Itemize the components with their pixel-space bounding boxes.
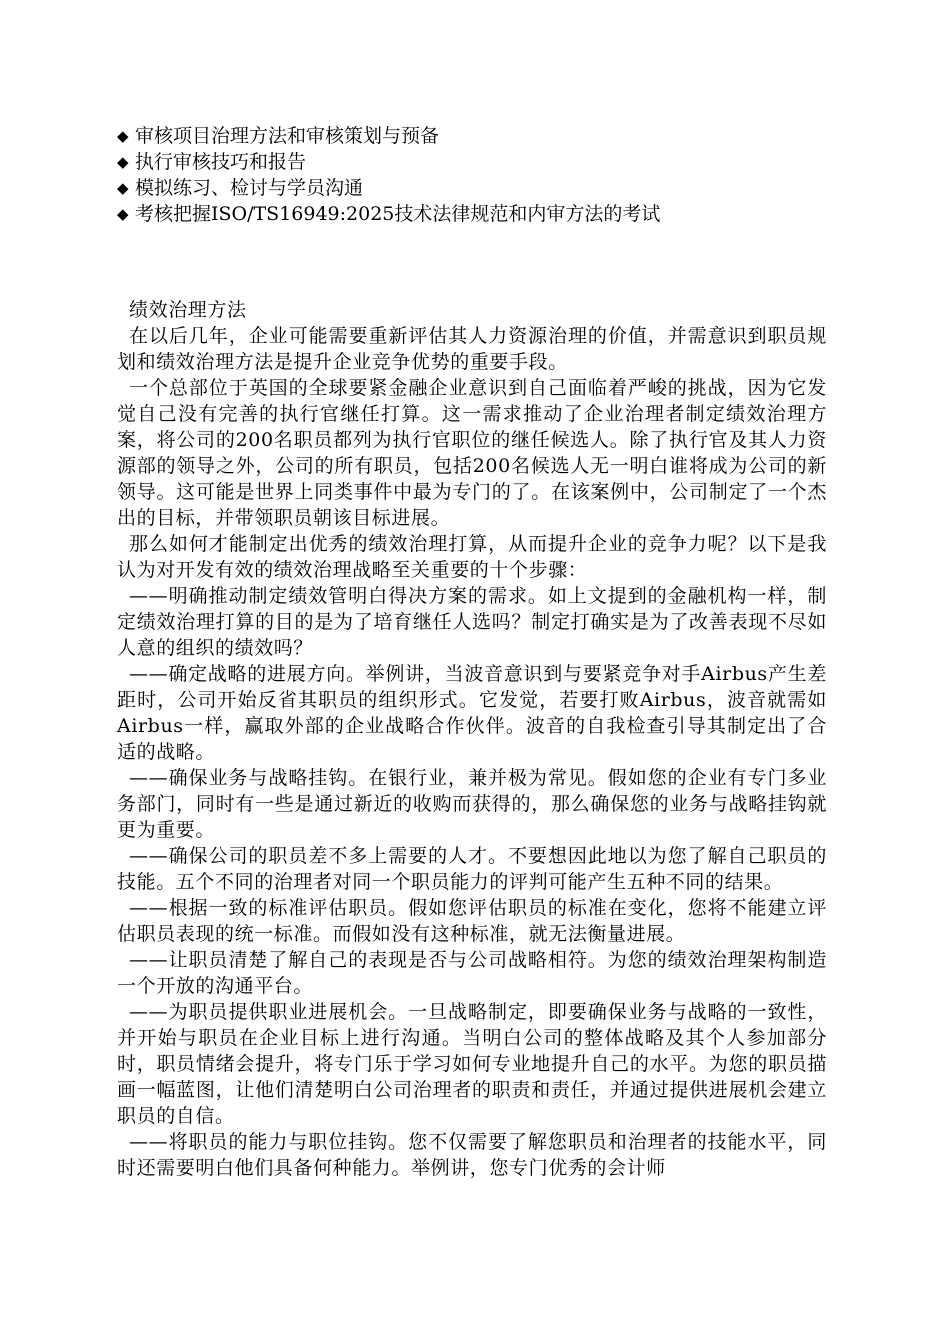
- diamond-bullet-icon: ◆: [117, 153, 129, 171]
- bullet-item: [117, 175, 837, 201]
- bullet-text: 审核项目治理方法和审核策划与预备: [135, 125, 440, 147]
- paragraph: ——确定战略的进展方向。举例讲，当波音意识到与要紧竞争对手Airbus产生差距时，公司开始反省其职员的组织形式。它发觉，若要打败Airbus，波音就需如Airbus一样，赢取外部的企业战略合作伙伴。波音的自我检查引导其制定出了合适的战略。: [117, 663, 827, 763]
- section-title: 绩效治理方法: [129, 299, 247, 321]
- diamond-bullet-icon: ◆: [117, 127, 129, 145]
- paragraph: 那么如何才能制定出优秀的绩效治理打算，从而提升企业的竞争力呢？以下是我认为对开发有效的绩效治理战略至关重要的十个步骤：: [117, 533, 827, 581]
- paragraph: ——为职员提供职业进展机会。一旦战略制定，即要确保业务与战略的一致性，并开始与职员在企业目标上进行沟通。当明白公司的整体战略及其个人参加部分时，职员情绪会提升，将专门乐于学习如何专业地提升自己的水平。为您的职员描画一幅蓝图，让他们清楚明白公司治理者的职责和责任，并通过提供进展机会建立职员的自信。: [117, 1001, 827, 1127]
- bullet-item: [117, 201, 837, 227]
- article-body: [117, 297, 827, 1181]
- paragraph: ——明确推动制定绩效管明白得决方案的需求。如上文提到的金融机构一样，制定绩效治理打算的目的是为了培育继任人选吗？制定打确实是为了改善表现不尽如人意的组织的绩效吗？: [117, 585, 827, 659]
- paragraph: ——将职员的能力与职位挂钩。您不仅需要了解您职员和治理者的技能水平，同时还需要明白他们具备何种能力。举例讲，您专门优秀的会计师: [117, 1131, 827, 1179]
- diamond-bullet-icon: ◆: [117, 205, 129, 223]
- paragraph: ——确保业务与战略挂钩。在银行业，兼并极为常见。假如您的企业有专门多业务部门，同时有一些是通过新近的收购而获得的，那么确保您的业务与战略挂钩就更为重要。: [117, 767, 827, 841]
- bullet-item: [117, 123, 837, 149]
- paragraph: 在以后几年，企业可能需要重新评估其人力资源治理的价值，并需意识到职员规划和绩效治理方法是提升企业竞争优势的重要手段。: [117, 325, 827, 373]
- bullet-item: [117, 149, 837, 175]
- bullet-text: 模拟练习、检讨与学员沟通: [135, 177, 364, 199]
- diamond-bullet-icon: ◆: [117, 179, 129, 197]
- bullet-list: [117, 123, 837, 227]
- paragraph: 一个总部位于英国的全球要紧金融企业意识到自己面临着严峻的挑战，因为它发觉自己没有完善的执行官继任打算。这一需求推动了企业治理者制定绩效治理方案，将公司的200名职员都列为执行官职位的继任候选人。除了执行官及其人力资源部的领导之外，公司的所有职员，包括200名候选人无一明白谁将成为公司的新领导。这可能是世界上同类事件中最为专门的了。在该案例中，公司制定了一个杰出的目标，并带领职员朝该目标进展。: [117, 377, 827, 529]
- paragraph: ——确保公司的职员差不多上需要的人才。不要想因此地以为您了解自己职员的技能。五个不同的治理者对同一个职员能力的评判可能产生五种不同的结果。: [117, 845, 827, 893]
- paragraph: ——让职员清楚了解自己的表现是否与公司战略相符。为您的绩效治理架构制造一个开放的沟通平台。: [117, 949, 827, 997]
- bullet-text: 执行审核技巧和报告: [135, 151, 307, 173]
- paragraph: ——根据一致的标准评估职员。假如您评估职员的标准在变化，您将不能建立评估职员表现的统一标准。而假如没有这种标准，就无法衡量进展。: [117, 897, 827, 945]
- bullet-text: 考核把握ISO/TS16949:2025技术法律规范和内审方法的考试: [135, 203, 661, 225]
